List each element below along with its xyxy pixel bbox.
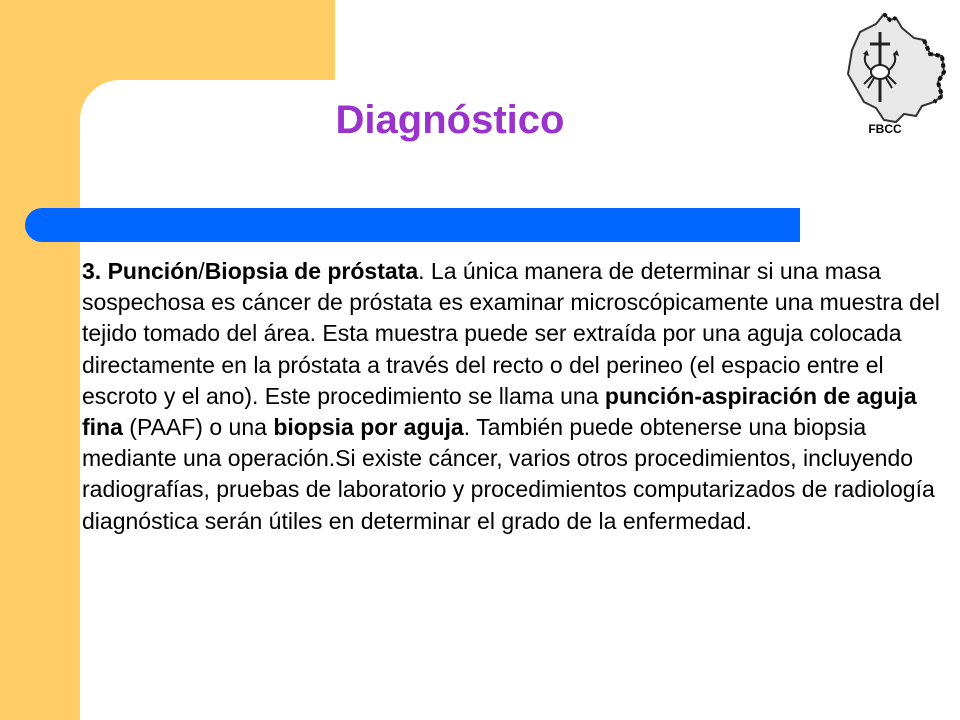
- left-decorative-band: [0, 0, 80, 720]
- text-segment: . La única manera de determinar si una masa sospechosa es cáncer de próstata es examinar microscópicamente una muestra del tejido tomado del área. Esta muestra puede ser extraída por una aguja colocada directamente en la próstata a través del recto o del perineo (el espacio entre el escroto y el ano). Este procedimiento se llama una: [82, 258, 940, 409]
- text-segment-bold: punción-aspiración de aguja fina: [82, 382, 917, 441]
- text-segment-bold: 3. Punción: [82, 258, 199, 284]
- title-underline-bar: [25, 208, 800, 242]
- body-paragraph: [82, 256, 944, 537]
- text-segment-bold: biopsia por aguja: [273, 414, 464, 441]
- text-segment: /: [198, 258, 205, 284]
- top-decorative-band: [0, 0, 335, 80]
- text-segment: . También puede obtenerse una biopsia mediante una operación.Si existe cáncer, varios otros procedimientos, incluyendo radiografías, pruebas de laboratorio y procedimientos computarizados de radiología diagnóstica serán útiles en determinar el grado de la enfermedad.: [82, 414, 935, 534]
- text-segment-bold: Biopsia de próstata: [204, 258, 419, 284]
- slide-title: Diagnóstico: [335, 98, 565, 142]
- logo-label: FBCC: [868, 122, 902, 136]
- text-segment: (PAAF) o una: [122, 414, 274, 441]
- corner-round: [80, 80, 160, 160]
